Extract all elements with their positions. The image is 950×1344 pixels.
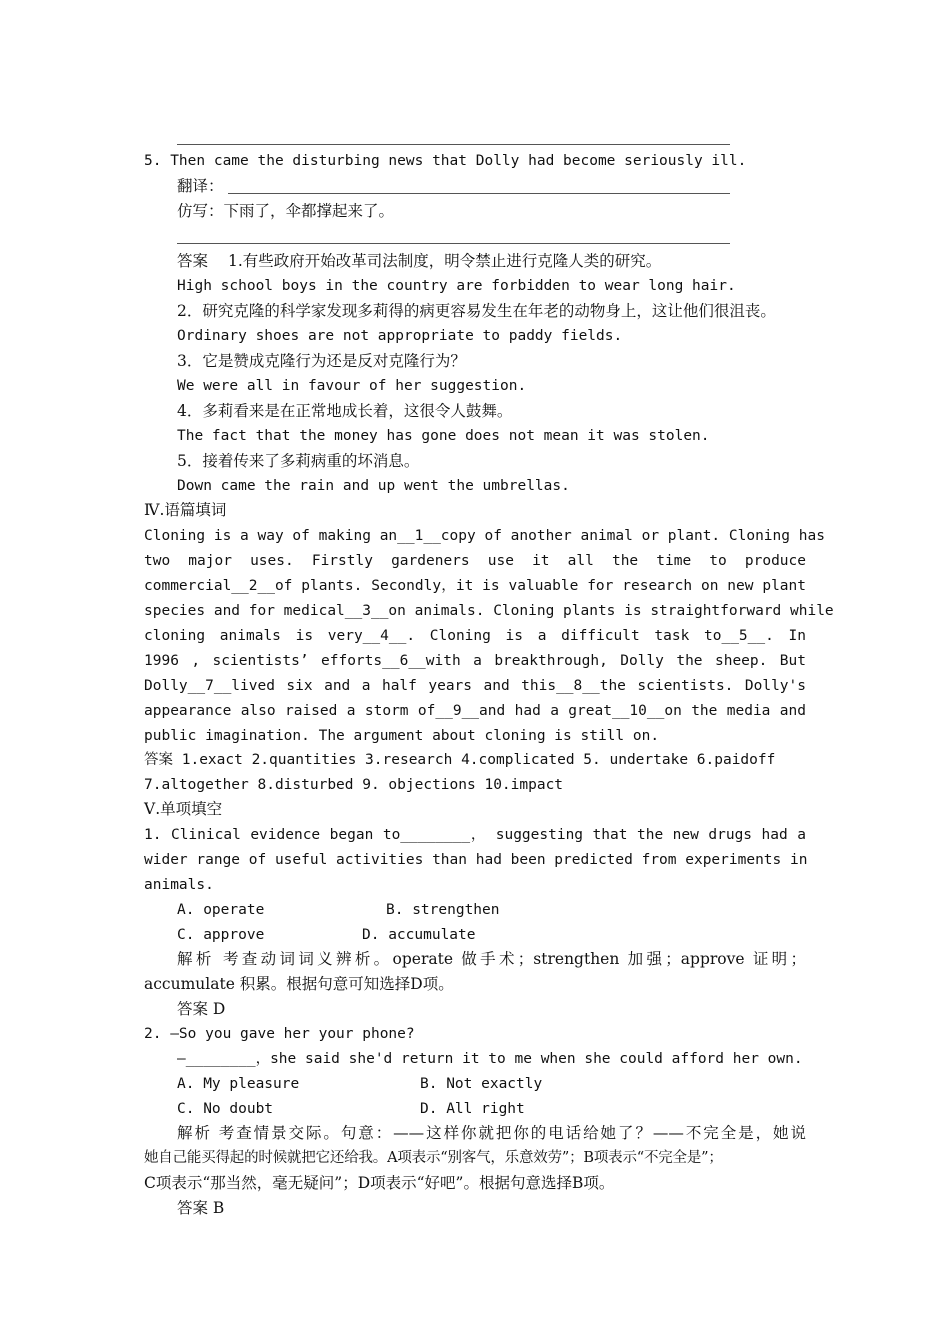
passage-line: species and for medical__3__on animals. Cloning plants is straightforward while <box>144 603 834 619</box>
imitate-blank <box>177 243 730 244</box>
answer-1-en: High school boys in the country are forbidden to wear long hair. <box>177 278 736 294</box>
q1-analysis: 解析 考查动词词义辨析。operate 做手术；strengthen 加强；approve 证明； <box>177 950 806 968</box>
q2-option-b: B. Not exactly <box>420 1076 543 1092</box>
passage-line: Dolly__7__lived six and a half years and this__8__the scientists. Dolly's <box>144 678 806 694</box>
q1-option-b: B. strengthen <box>386 902 500 918</box>
section4-answer: 7.altogether 8.disturbed 9. objections 10.impact <box>144 777 564 793</box>
passage-line: two major uses. Firstly gardeners use it all the time to produce <box>144 553 806 569</box>
passage-line: Cloning is a way of making an__1__copy of another animal or plant. Cloning has <box>144 528 825 544</box>
q2-analysis: C项表示“那当然，毫无疑问”；D项表示“好吧”。根据句意选择B项。 <box>144 1174 615 1192</box>
answer-3-cn: 3．它是赞成克隆行为还是反对克隆行为？ <box>177 352 466 370</box>
section4-answer: 答案 1.exact 2.quantities 3.research 4.complicated 5. undertake 6.paidoff <box>144 752 776 768</box>
answer-1-cn: 1.有些政府开始改革司法制度，明令禁止进行克隆人类的研究。 <box>228 252 662 270</box>
q1-stem: 1. Clinical evidence began to________， suggesting that the new drugs had a <box>144 827 806 843</box>
q1-option-a: A. operate <box>177 902 265 918</box>
answer-4-cn: 4．多莉看来是在正常地成长着，这很令人鼓舞。 <box>177 402 513 420</box>
q2-analysis: 解析 考查情景交际。句意：——这样你就把你的电话给她了？——不完全是，她说 <box>177 1124 806 1142</box>
passage-line: 1996 , scientists’ efforts__6__with a breakthrough, Dolly the sheep. But <box>144 653 806 669</box>
passage-line: commercial__2__of plants. Secondly，it is valuable for research on new plant <box>144 578 806 594</box>
answer-5-en: Down came the rain and up went the umbrellas. <box>177 478 570 494</box>
q1-analysis: accumulate 积累。根据句意可知选择D项。 <box>144 975 454 993</box>
q2-stem: —________，she said she'd return it to me when she could afford her own. <box>177 1051 803 1067</box>
q2-answer: 答案 B <box>177 1199 225 1217</box>
section5-heading: Ⅴ.单项填空 <box>144 800 223 818</box>
translate-label: 翻译： <box>177 177 224 195</box>
q1-option-d: D. accumulate <box>362 927 476 943</box>
answer-3-en: We were all in favour of her suggestion. <box>177 378 527 394</box>
answer-2-en: Ordinary shoes are not appropriate to paddy fields. <box>177 328 623 344</box>
q1-stem: animals. <box>144 877 214 893</box>
blank-line <box>177 144 730 145</box>
translate-blank <box>228 193 730 194</box>
q2-stem: 2. —So you gave her your phone? <box>144 1026 415 1042</box>
q1-stem: wider range of useful activities than had been predicted from experiments in <box>144 852 808 868</box>
answer-2-cn: 2．研究克隆的科学家发现多莉得的病更容易发生在年老的动物身上，这让他们很沮丧。 <box>177 302 776 320</box>
passage-line: cloning animals is very__4__. Cloning is a difficult task to__5__. In <box>144 628 806 644</box>
answer-label: 答案 <box>177 252 209 270</box>
q2-analysis: 她自己能买得起的时候就把它还给我。A项表示“别客气，乐意效劳”；B项表示“不完全是”； <box>144 1150 723 1166</box>
q2-option-d: D. All right <box>420 1101 525 1117</box>
section4-heading: Ⅳ.语篇填词 <box>144 501 227 519</box>
q1-option-c: C. approve <box>177 927 265 943</box>
q1-answer: 答案 D <box>177 1000 226 1018</box>
passage-line: public imagination. The argument about cloning is still on. <box>144 728 660 744</box>
passage-line: appearance also raised a storm of__9__and had a great__10__on the media and <box>144 703 806 719</box>
answer-4-en: The fact that the money has gone does not mean it was stolen. <box>177 428 710 444</box>
answer-5-cn: 5．接着传来了多莉病重的坏消息。 <box>177 452 420 470</box>
q2-option-a: A. My pleasure <box>177 1076 300 1092</box>
item5-sentence: 5. Then came the disturbing news that Dolly had become seriously ill. <box>144 153 747 169</box>
q2-option-c: C. No doubt <box>177 1101 274 1117</box>
imitate-label: 仿写：下雨了，伞都撑起来了。 <box>177 202 395 220</box>
